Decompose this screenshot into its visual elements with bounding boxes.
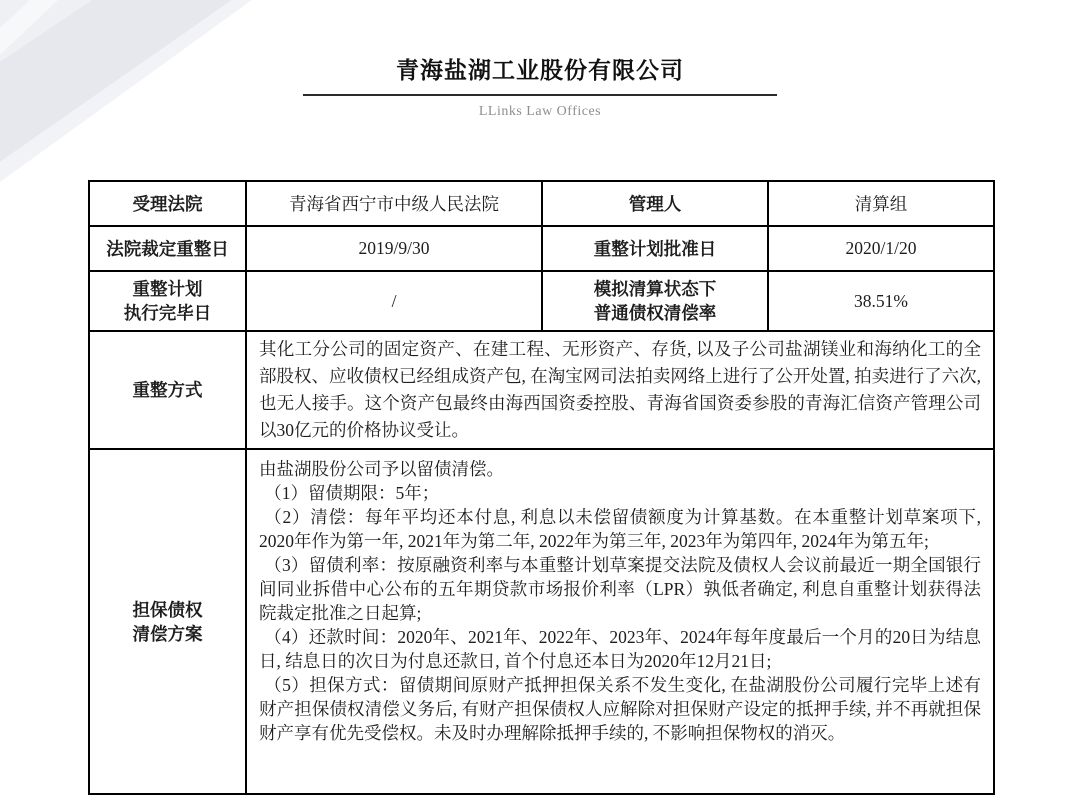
- table-row: [89, 449, 994, 794]
- secured-claims-plan-label-line1: 担保债权: [132, 599, 203, 620]
- restructuring-method-text: 其化工分公司的固定资产、在建工程、无形资产、存货, 以及子公司盐湖镁业和海纳化工的全部股权、应收债权已经组成资产包, 在淘宝网司法拍卖网络上进行了公开处置, 拍卖进行了六次, 也无人接手。这个资产包最终由海西国资委控股、青海省国资委参股的青海汇信资产管理公司以30亿元的价格协议受让。: [246, 331, 994, 449]
- accepting-court-value: 青海省西宁市中级人民法院: [246, 181, 542, 226]
- administrator-value: 清算组: [768, 181, 994, 226]
- plan-completion-date-label: [89, 271, 246, 331]
- table-row: [89, 271, 994, 331]
- simulated-liquidation-rate-label-line2: 普通债权清偿率: [593, 303, 717, 323]
- simulated-liquidation-rate-label-line1: 模拟清算状态下: [593, 279, 717, 299]
- secured-claims-plan-label-line2: 清偿方案: [132, 623, 203, 644]
- accepting-court-label: 受理法院: [89, 181, 246, 226]
- simulated-liquidation-rate-value: 38.51%: [768, 271, 994, 331]
- plan-item-1: （1）留债期限：5年；: [264, 483, 440, 503]
- plan-completion-date-value: /: [246, 271, 542, 331]
- plan-approval-date-label: 重整计划批准日: [542, 226, 768, 271]
- plan-completion-date-label-line1: 重整计划: [132, 279, 203, 299]
- plan-intro: 由盐湖股份公司予以留债清偿。: [259, 459, 504, 479]
- restructuring-summary-table: [88, 180, 995, 795]
- table-row: [89, 181, 994, 226]
- table-row: [89, 331, 994, 449]
- secured-claims-plan-label: [89, 449, 246, 794]
- plan-approval-date-value: 2020/1/20: [768, 226, 994, 271]
- secured-claims-plan-content: [246, 449, 994, 794]
- court-ruling-date-label: 法院裁定重整日: [89, 226, 246, 271]
- table-row: [89, 226, 994, 271]
- plan-item-3: （3）留债利率：按原融资利率与本重整计划草案提交法院及债权人会议前最近一期全国银行间同业拆借中心公布的五年期贷款市场报价利率（LPR）孰低者确定, 利息自重整计划获得法院裁定批准之日起算;: [259, 555, 981, 623]
- plan-item-4: （4）还款时间：2020年、2021年、2022年、2023年、2024年每年度最后一个月的20日为结息日, 结息日的次日为付息还款日, 首个付息还本日为2020年12月21日;: [259, 627, 981, 671]
- page-title: 青海盐湖工业股份有限公司: [396, 57, 684, 83]
- simulated-liquidation-rate-label: [542, 271, 768, 331]
- document-header: [0, 52, 1080, 120]
- plan-item-2: （2）清偿：每年平均还本付息, 利息以未偿留债额度为计算基数。在本重整计划草案项下, 2020年作为第一年, 2021年为第二年, 2022年为第三年, 2023年为第四年, 2024年为第五年;: [259, 507, 981, 551]
- title-underline: [303, 94, 777, 96]
- plan-item-5: （5）担保方式：留债期间原财产抵押担保关系不发生变化, 在盐湖股份公司履行完毕上述有财产担保债权清偿义务后, 有财产担保债权人应解除对担保财产设定的抵押手续, 并不再就担保财产享有优先受偿权。未及时办理解除抵押手续的, 不影响担保物权的消灭。: [259, 675, 981, 743]
- administrator-label: 管理人: [542, 181, 768, 226]
- law-firm-logo-text: LLinks Law Offices: [478, 104, 602, 119]
- court-ruling-date-value: 2019/9/30: [246, 226, 542, 271]
- restructuring-method-label: 重整方式: [89, 331, 246, 449]
- plan-completion-date-label-line2: 执行完毕日: [123, 303, 212, 323]
